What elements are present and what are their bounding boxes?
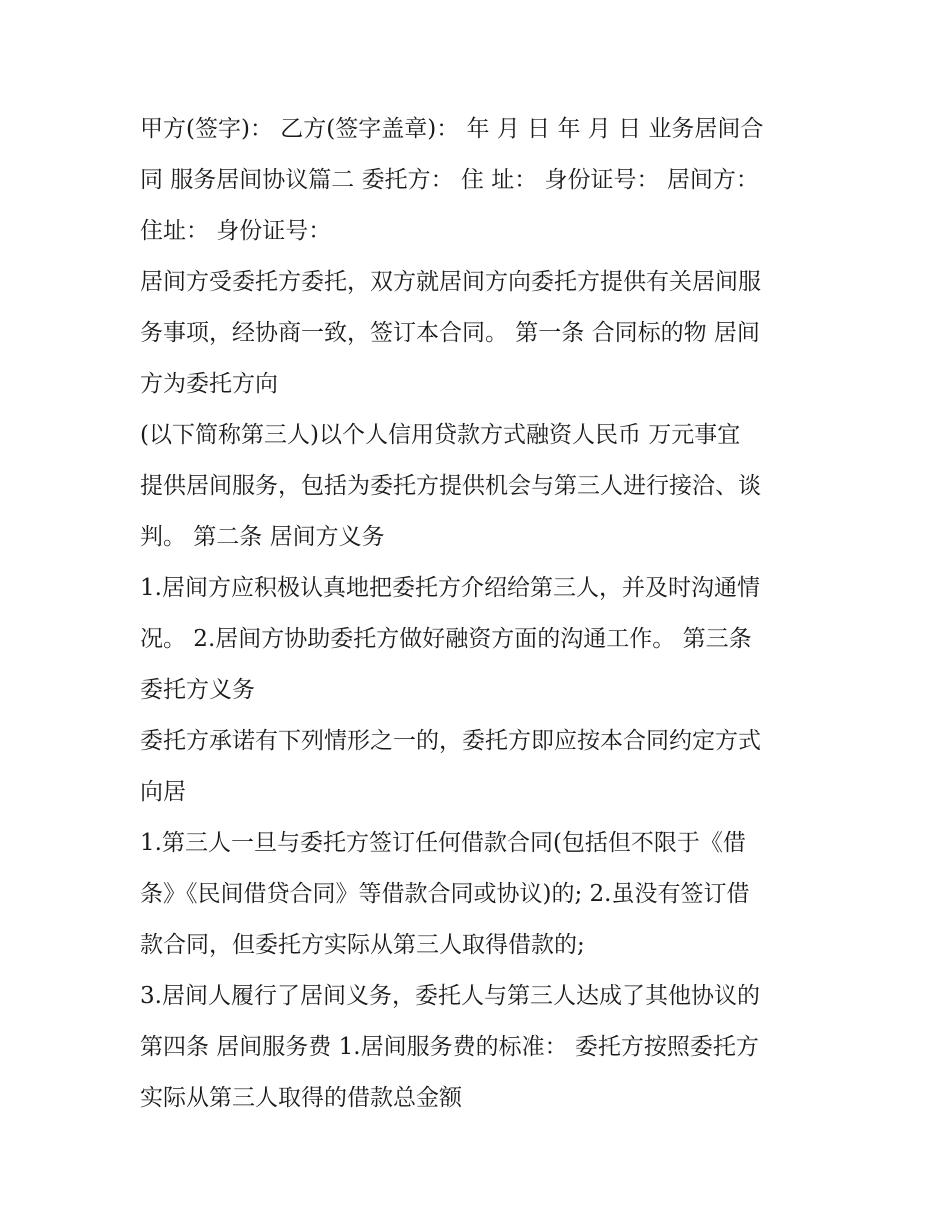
text-line: 方为委托方向 xyxy=(140,371,278,397)
text-line: 款合同，但委托方实际从第三人取得借款的; xyxy=(140,932,585,958)
text-line: 3.居间人履行了居间义务，委托人与第三人达成了其他协议的 xyxy=(140,983,760,1009)
document-body xyxy=(140,104,820,1124)
text-line: 提供居间服务，包括为委托方提供机会与第三人进行接洽、谈 xyxy=(140,473,761,499)
text-line: 甲方(签字)： 乙方(签字盖章)： 年 月 日 年 月 日 业务居间合 xyxy=(140,116,764,142)
text-line: 委托方承诺有下列情形之一的，委托方即应按本合同约定方式 xyxy=(140,728,761,754)
text-line: 同 服务居间协议篇二 委托方： 住 址： 身份证号： 居间方： xyxy=(140,167,759,193)
text-line: (以下简称第三人)以个人信用贷款方式融资人民币 万元事宜 xyxy=(140,422,741,448)
text-line: 住址： 身份证号： xyxy=(140,218,332,244)
text-line: 第四条 居间服务费 1.居间服务费的标准： 委托方按照委托方 xyxy=(140,1034,759,1060)
text-line: 实际从第三人取得的借款总金额 xyxy=(140,1085,462,1111)
text-line: 况。 2.居间方协助委托方做好融资方面的沟通工作。 第三条 xyxy=(140,626,752,652)
text-line: 向居 xyxy=(140,779,186,805)
text-line: 判。 第二条 居间方义务 xyxy=(140,524,385,550)
text-line: 1.第三人一旦与委托方签订任何借款合同(包括但不限于《借 xyxy=(140,830,746,856)
text-line: 居间方受委托方委托，双方就居间方向委托方提供有关居间服 xyxy=(140,269,761,295)
text-line: 务事项，经协商一致，签订本合同。 第一条 合同标的物 居间 xyxy=(140,320,760,346)
text-line: 条》《民间借贷合同》等借款合同或协议)的; 2.虽没有签订借 xyxy=(140,881,750,907)
text-line: 委托方义务 xyxy=(140,677,255,703)
text-line: 1.居间方应积极认真地把委托方介绍给第三人，并及时沟通情 xyxy=(140,575,760,601)
